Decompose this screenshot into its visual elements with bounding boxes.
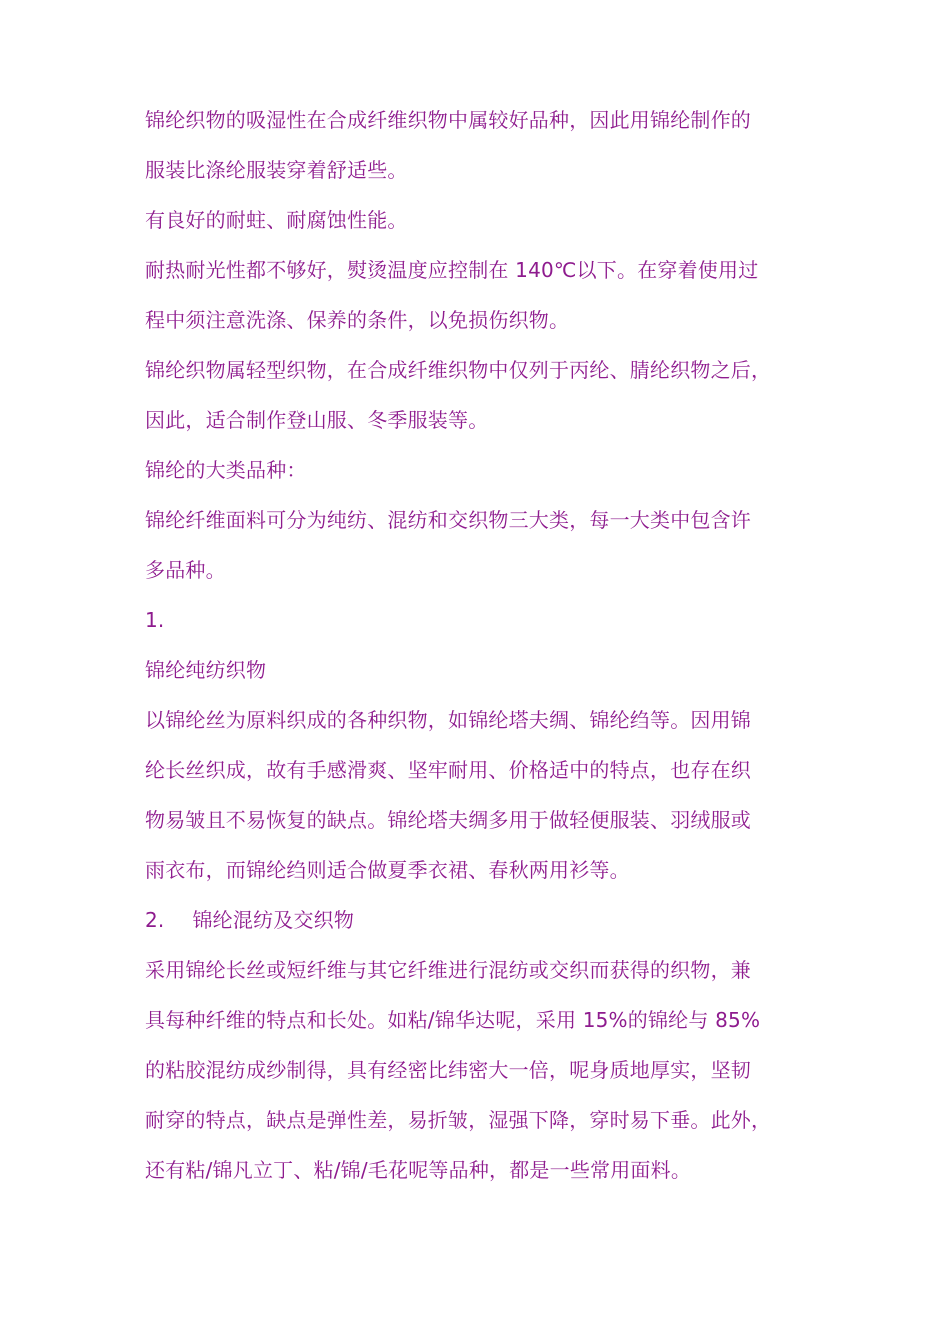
paragraph-line: 雨衣布，而锦纶绉则适合做夏季衣裙、春秋两用衫等。	[145, 858, 630, 882]
paragraph-line: 服装比涤纶服装穿着舒适些。	[145, 158, 408, 182]
paragraph-line: 锦纶织物的吸湿性在合成纤维织物中属较好品种，因此用锦纶制作的	[145, 108, 751, 132]
list-number: 1.	[145, 608, 165, 632]
subsection-heading-line	[145, 905, 354, 935]
paragraph-line: 耐热耐光性都不够好，熨烫温度应控制在 140℃以下。在穿着使用过	[145, 258, 759, 282]
paragraph-line: 耐穿的特点，缺点是弹性差，易折皱，湿强下降，穿时易下垂。此外，	[145, 1108, 772, 1132]
subsection-heading: 锦纶混纺及交织物	[192, 908, 355, 932]
paragraph-line: 因此，适合制作登山服、冬季服装等。	[145, 408, 489, 432]
section-heading: 锦纶的大类品种：	[145, 458, 307, 482]
paragraph-line: 纶长丝织成，故有手感滑爽、坚牢耐用、价格适中的特点，也存在织	[145, 758, 751, 782]
paragraph-line: 程中须注意洗涤、保养的条件，以免损伤织物。	[145, 308, 570, 332]
paragraph-line: 有良好的耐蛀、耐腐蚀性能。	[145, 208, 408, 232]
paragraph-line: 以锦纶丝为原料织成的各种织物，如锦纶塔夫绸、锦纶绉等。因用锦	[145, 708, 751, 732]
paragraph-line: 物易皱且不易恢复的缺点。锦纶塔夫绸多用于做轻便服装、羽绒服或	[145, 808, 751, 832]
paragraph-line: 具每种纤维的特点和长处。如粘/锦华达呢，采用 15%的锦纶与 85%	[145, 1008, 761, 1032]
paragraph-line: 还有粘/锦凡立丁、粘/锦/毛花呢等品种，都是一些常用面料。	[145, 1158, 692, 1182]
paragraph-line: 的粘胶混纺成纱制得，具有经密比纬密大一倍，呢身质地厚实，坚韧	[145, 1058, 751, 1082]
paragraph-line: 锦纶织物属轻型织物，在合成纤维织物中仅列于丙纶、腈纶织物之后，	[145, 358, 772, 382]
subsection-heading: 锦纶纯纺织物	[145, 658, 267, 682]
list-number: 2.	[145, 908, 165, 932]
paragraph-line: 采用锦纶长丝或短纤维与其它纤维进行混纺或交织而获得的织物，兼	[145, 958, 751, 982]
paragraph-line: 多品种。	[145, 558, 226, 582]
paragraph-line: 锦纶纤维面料可分为纯纺、混纺和交织物三大类，每一大类中包含许	[145, 508, 751, 532]
